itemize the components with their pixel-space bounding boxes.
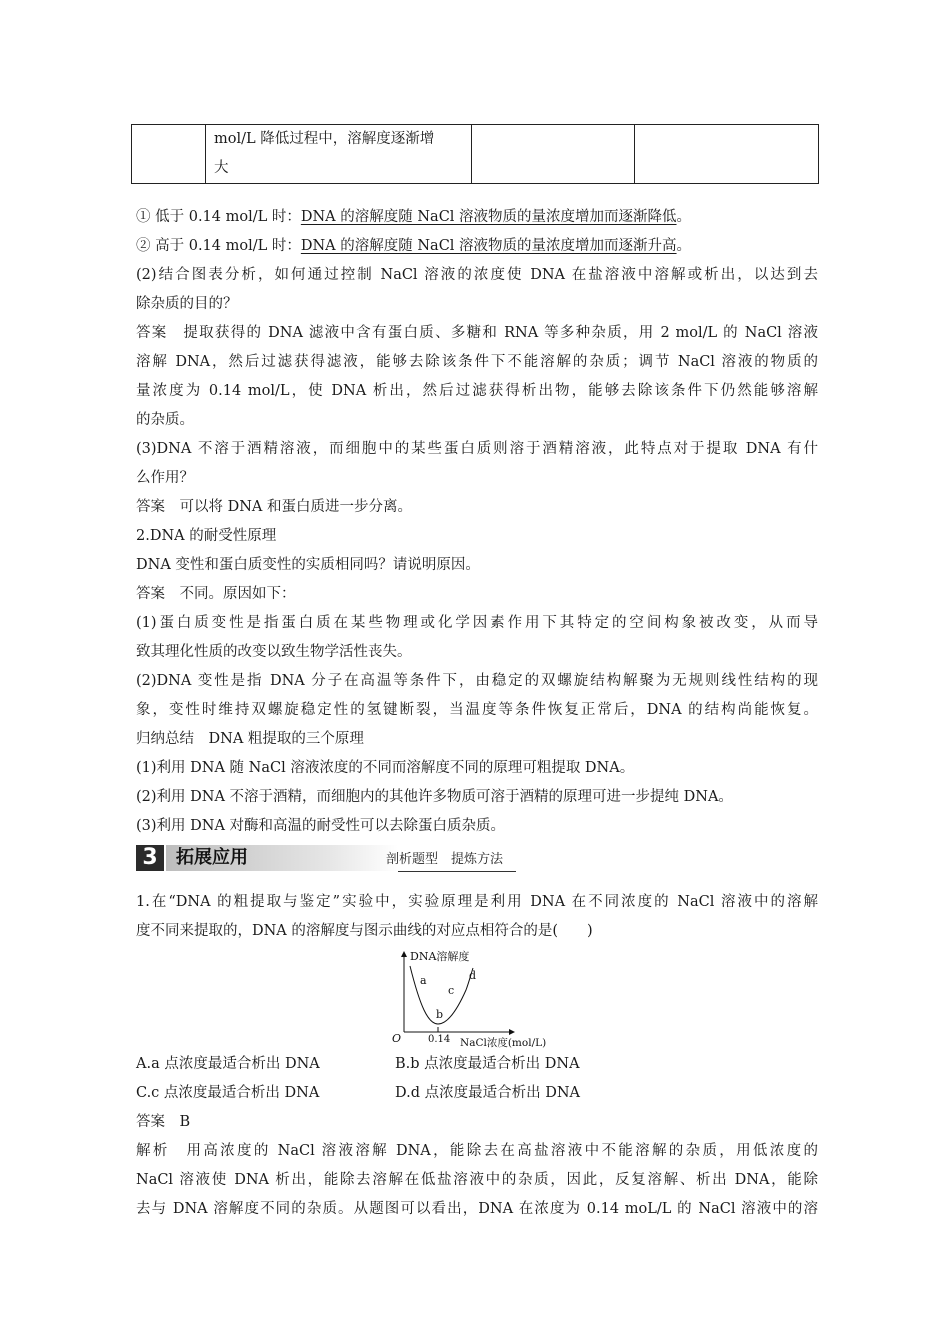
analysis-line: 解析 用高浓度的 NaCl 溶液溶解 DNA，能除去在高盐溶液中不能溶解的杂质，用低浓度的 — [136, 1143, 818, 1159]
text-line: 么作用？ — [136, 470, 194, 486]
table-cell-empty — [132, 125, 206, 184]
body-text — [136, 261, 818, 841]
table-cell-line: mol/L 降低过程中，溶解度逐渐增 — [214, 131, 435, 147]
answer-analysis — [136, 1108, 818, 1224]
text-line: (2)结合图表分析，如何通过控制 NaCl 溶液的浓度使 DNA 在盐溶液中溶解或析出，以达到去 — [136, 267, 818, 283]
text-line: 1.在“DNA 的粗提取与鉴定”实验中，实验原理是利用 DNA 在不同浓度的 NaCl 溶液中的溶解 — [136, 894, 818, 910]
text-line: DNA 变性和蛋白质变性的实质相同吗？请说明原因。 — [136, 557, 480, 573]
point-label-b: b — [436, 1008, 444, 1021]
summary-heading: 归纳总结 DNA 粗提取的三个原理 — [136, 731, 364, 747]
note-prefix: ① 低于 0.14 mol/L 时： — [136, 209, 301, 225]
table-cell-empty — [472, 125, 635, 184]
table-cell-text — [206, 125, 472, 184]
text-line: 答案 不同。原因如下： — [136, 586, 296, 602]
section-header — [136, 843, 516, 873]
x-axis-label: NaCl浓度(mol/L) — [460, 1037, 547, 1048]
text-line: (3)DNA 不溶于酒精溶液，而细胞中的某些蛋白质则溶于酒精溶液，此特点对于提取 DNA 有什 — [136, 441, 818, 457]
table-fragment — [131, 124, 819, 184]
concentration-notes — [136, 203, 818, 261]
text-line: (1)利用 DNA 随 NaCl 溶液浓度的不同而溶解度不同的原理可粗提取 DNA。 — [136, 760, 635, 776]
point-label-a: a — [420, 974, 427, 987]
text-line: 象，变性时维持双螺旋稳定性的氢键断裂，当温度等条件恢复正常后，DNA 的结构尚能恢复。 — [136, 702, 818, 718]
option-c: C.c 点浓度最适合析出 DNA — [136, 1085, 320, 1101]
origin-label: O — [392, 1032, 402, 1045]
note-suffix: 。 — [676, 238, 692, 254]
text-line: (3)利用 DNA 对酶和高温的耐受性可以去除蛋白质杂质。 — [136, 818, 506, 834]
section-title: 拓展应用 — [176, 847, 248, 868]
section-rule — [398, 871, 516, 872]
note-line — [136, 203, 818, 232]
text-line: (2)DNA 变性是指 DNA 分子在高温等条件下，由稳定的双螺旋结构解聚为无规则线性结构的现 — [136, 673, 818, 689]
note-suffix: 。 — [676, 209, 692, 225]
section-subtitle: 剖析题型 提炼方法 — [386, 852, 504, 867]
note-underlined: DNA 的溶解度随 NaCl 溶液物质的量浓度增加而逐渐降低 — [300, 209, 677, 225]
point-label-c: c — [448, 984, 455, 997]
table-cell-line: 大 — [214, 160, 229, 176]
solubility-curve-figure — [390, 948, 570, 1048]
text-line: 溶解 DNA，然后过滤获得滤液，能够去除该条件下不能溶解的杂质；调节 NaCl 溶液的物质的 — [136, 354, 818, 370]
answer-options — [136, 1050, 818, 1108]
note-underlined: DNA 的溶解度随 NaCl 溶液物质的量浓度增加而逐渐升高 — [300, 238, 677, 254]
text-line: 的杂质。 — [136, 412, 194, 428]
point-label-d: d — [469, 969, 477, 982]
text-line: 量浓度为 0.14 mol/L，使 DNA 析出，然后过滤获得析出物，能够去除该条件下仍然能够溶解 — [136, 383, 818, 399]
option-b: B.b 点浓度最适合析出 DNA — [395, 1056, 580, 1072]
text-line: (2)利用 DNA 不溶于酒精，而细胞内的其他许多物质可溶于酒精的原理可进一步提纯 DNA。 — [136, 789, 733, 805]
option-d: D.d 点浓度最适合析出 DNA — [395, 1085, 581, 1101]
table-cell-empty — [635, 125, 819, 184]
answer-line: 答案 B — [136, 1114, 191, 1130]
section-number: 3 — [136, 845, 164, 871]
analysis-line: 去与 DNA 溶解度不同的杂质。从题图可以看出，DNA 在浓度为 0.14 moL/L 的 NaCl 溶液中的溶 — [136, 1201, 818, 1217]
y-axis-label: DNA溶解度 — [410, 950, 470, 963]
text-line: 致其理化性质的改变以致生物学活性丧失。 — [136, 644, 412, 660]
text-line: 2.DNA 的耐受性原理 — [136, 528, 277, 544]
analysis-line: NaCl 溶液使 DNA 析出，能除去溶解在低盐溶液中的杂质，因此，反复溶解、析出 DNA，能除 — [136, 1172, 818, 1188]
text-line: (1)蛋白质变性是指蛋白质在某些物理或化学因素作用下其特定的空间构象被改变，从而导 — [136, 615, 818, 631]
text-line: 度不同来提取的，DNA 的溶解度与图示曲线的对应点相符合的是( ) — [136, 923, 593, 939]
note-prefix: ② 高于 0.14 mol/L 时： — [136, 238, 301, 254]
option-a: A.a 点浓度最适合析出 DNA — [136, 1056, 320, 1072]
text-line: 答案 提取获得的 DNA 滤液中含有蛋白质、多糖和 RNA 等多种杂质，用 2 mol/L 的 NaCl 溶液 — [136, 325, 818, 341]
text-line: 答案 可以将 DNA 和蛋白质进一步分离。 — [136, 499, 413, 515]
note-line — [136, 232, 818, 261]
question-stem — [136, 888, 818, 946]
text-line: 除杂质的目的？ — [136, 296, 238, 312]
x-tick-label: 0.14 — [428, 1034, 451, 1045]
